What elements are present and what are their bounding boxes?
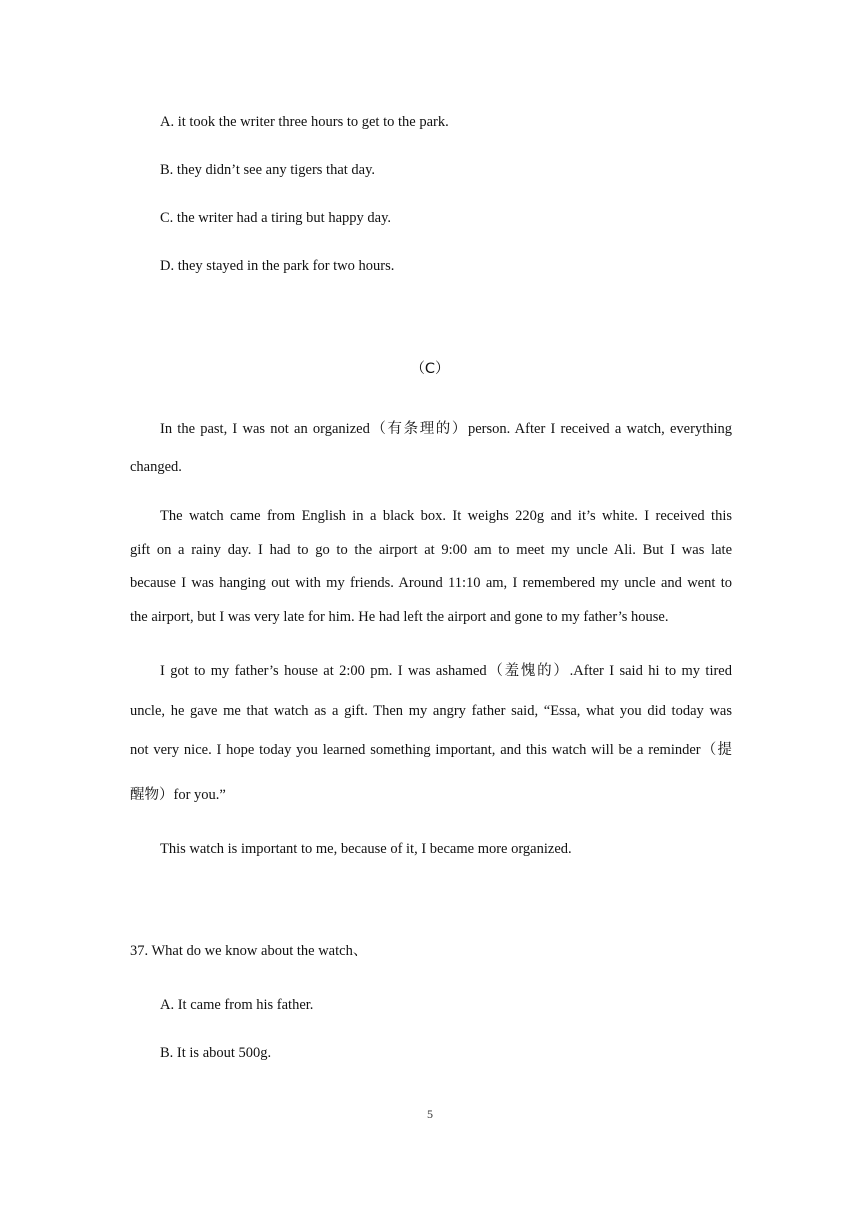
passage-line: This watch is important to me, because of it, I became more organized. <box>160 841 572 857</box>
passage-line: 醒物）for you.” <box>130 787 226 803</box>
page-number: 5 <box>427 1107 433 1121</box>
section-heading: （C） <box>410 361 450 377</box>
passage-line: gift on a rainy day. I had to go to the airport at 9:00 am to meet my uncle Ali. But I was late <box>130 542 732 558</box>
option-c-prev: C. the writer had a tiring but happy day. <box>160 210 392 226</box>
passage-line: not very nice. I hope today you learned something important, and this watch will be a reminder（提 <box>130 742 732 758</box>
passage-line: because I was hanging out with my friends. Around 11:10 am, I remembered my uncle and went to <box>130 575 732 591</box>
passage-line: I got to my father’s house at 2:00 pm. I was ashamed（羞愧的）.After I said hi to my tired <box>160 663 732 679</box>
passage-line: the airport, but I was very late for him. He had left the airport and gone to my father’s house. <box>130 609 669 625</box>
option-d-prev: D. they stayed in the park for two hours. <box>160 258 395 274</box>
passage-line: The watch came from English in a black box. It weighs 220g and it’s white. I received this <box>160 508 732 524</box>
option-b-prev: B. they didn’t see any tigers that day. <box>160 162 376 178</box>
question-option-a: A. It came from his father. <box>160 997 314 1013</box>
option-a-prev: A. it took the writer three hours to get to the park. <box>160 114 449 130</box>
passage-line: uncle, he gave me that watch as a gift. Then my angry father said, “Essa, what you did today was <box>130 703 732 719</box>
passage-line: changed. <box>130 459 182 475</box>
passage-line: In the past, I was not an organized（有条理的）person. After I received a watch, everything <box>160 421 732 437</box>
question-option-b: B. It is about 500g. <box>160 1045 272 1061</box>
question-stem: 37. What do we know about the watch、 <box>130 943 368 959</box>
